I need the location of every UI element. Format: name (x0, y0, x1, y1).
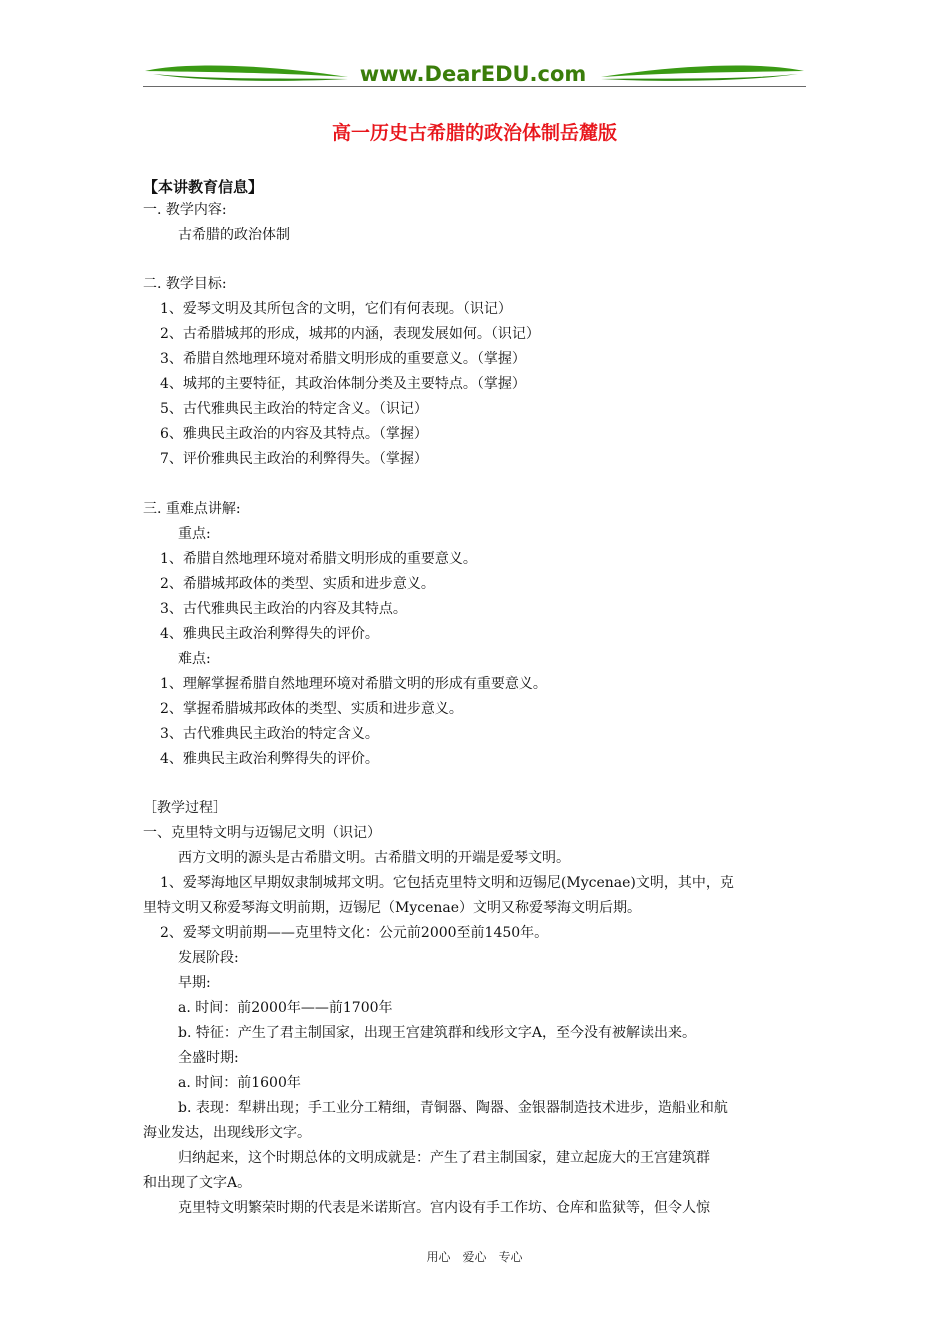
body-line: 海业发达，出现线形文字。 (143, 1125, 311, 1141)
section-heading: 【本讲教育信息】 (143, 178, 264, 196)
body-line: 7、评价雅典民主政治的利弊得失。（掌握） (160, 451, 428, 467)
body-line: 3、古代雅典民主政治的特定含义。 (160, 726, 379, 742)
body-line: a. 时间：前1600年 (178, 1075, 301, 1091)
body-line: a. 时间：前2000年——前1700年 (178, 1000, 393, 1016)
body-line: 一、克里特文明与迈锡尼文明（识记） (143, 825, 381, 841)
document-title: 高一历史古希腊的政治体制岳麓版 (331, 122, 617, 144)
body-line: 全盛时期: (178, 1050, 239, 1066)
body-line: 5、古代雅典民主政治的特定含义。（识记） (160, 401, 428, 417)
body-line: 重点: (178, 526, 211, 542)
body-line: 2、爱琴文明前期——克里特文化：公元前2000至前1450年。 (160, 925, 549, 941)
body-line: 6、雅典民主政治的内容及其特点。（掌握） (160, 426, 428, 442)
body-line: 2、希腊城邦政体的类型、实质和进步意义。 (160, 576, 435, 592)
header-divider (143, 86, 806, 87)
body-line: 难点: (178, 651, 211, 667)
body-line: 和出现了文字A。 (143, 1175, 252, 1191)
body-line: b. 特征：产生了君主制国家，出现王宫建筑群和线形文字A，至今没有被解读出来。 (178, 1025, 696, 1041)
body-line: 4、雅典民主政治利弊得失的评价。 (160, 751, 379, 767)
body-line: 4、城邦的主要特征，其政治体制分类及主要特点。（掌握） (160, 376, 526, 392)
body-line: 二. 教学目标: (143, 276, 227, 292)
site-brand[interactable]: www.DearEDU.com (359, 62, 587, 86)
body-line: 发展阶段: (178, 950, 239, 966)
body-line: 3、古代雅典民主政治的内容及其特点。 (160, 601, 407, 617)
body-line: 一. 教学内容: (143, 202, 227, 218)
body-line: 1、希腊自然地理环境对希腊文明形成的重要意义。 (160, 551, 477, 567)
body-line: 3、希腊自然地理环境对希腊文明形成的重要意义。（掌握） (160, 351, 526, 367)
body-line: 里特文明又称爱琴海文明前期，迈锡尼（Mycenae）文明又称爱琴海文明后期。 (143, 900, 642, 916)
body-line: 早期: (178, 975, 211, 991)
body-line: 1、理解掌握希腊自然地理环境对希腊文明的形成有重要意义。 (160, 676, 547, 692)
body-line: 2、掌握希腊城邦政体的类型、实质和进步意义。 (160, 701, 463, 717)
body-line: 1、爱琴文明及其所包含的文明，它们有何表现。（识记） (160, 301, 512, 317)
body-line: b. 表现：犁耕出现；手工业分工精细，青铜器、陶器、金银器制造技术进步，造船业和航 (178, 1100, 728, 1116)
body-line: 西方文明的源头是古希腊文明。古希腊文明的开端是爱琴文明。 (178, 850, 570, 866)
page-footer: 用心 爱心 专心 (426, 1250, 523, 1264)
body-line: ［教学过程］ (143, 800, 227, 816)
body-line: 归纳起来，这个时期总体的文明成就是：产生了君主制国家，建立起庞大的王宫建筑群 (178, 1150, 710, 1166)
body-line: 克里特文明繁荣时期的代表是米诺斯宫。宫内设有手工作坊、仓库和监狱等，但令人惊 (178, 1200, 710, 1216)
body-line: 2、古希腊城邦的形成，城邦的内涵，表现发展如何。（识记） (160, 326, 540, 342)
site-header (143, 58, 806, 94)
body-line: 4、雅典民主政治利弊得失的评价。 (160, 626, 379, 642)
body-line: 三. 重难点讲解: (143, 501, 241, 517)
body-line: 古希腊的政治体制 (178, 227, 290, 243)
body-line: 1、爱琴海地区早期奴隶制城邦文明。它包括克里特文明和迈锡尼(Mycenae)文明，其中，克 (160, 875, 734, 891)
